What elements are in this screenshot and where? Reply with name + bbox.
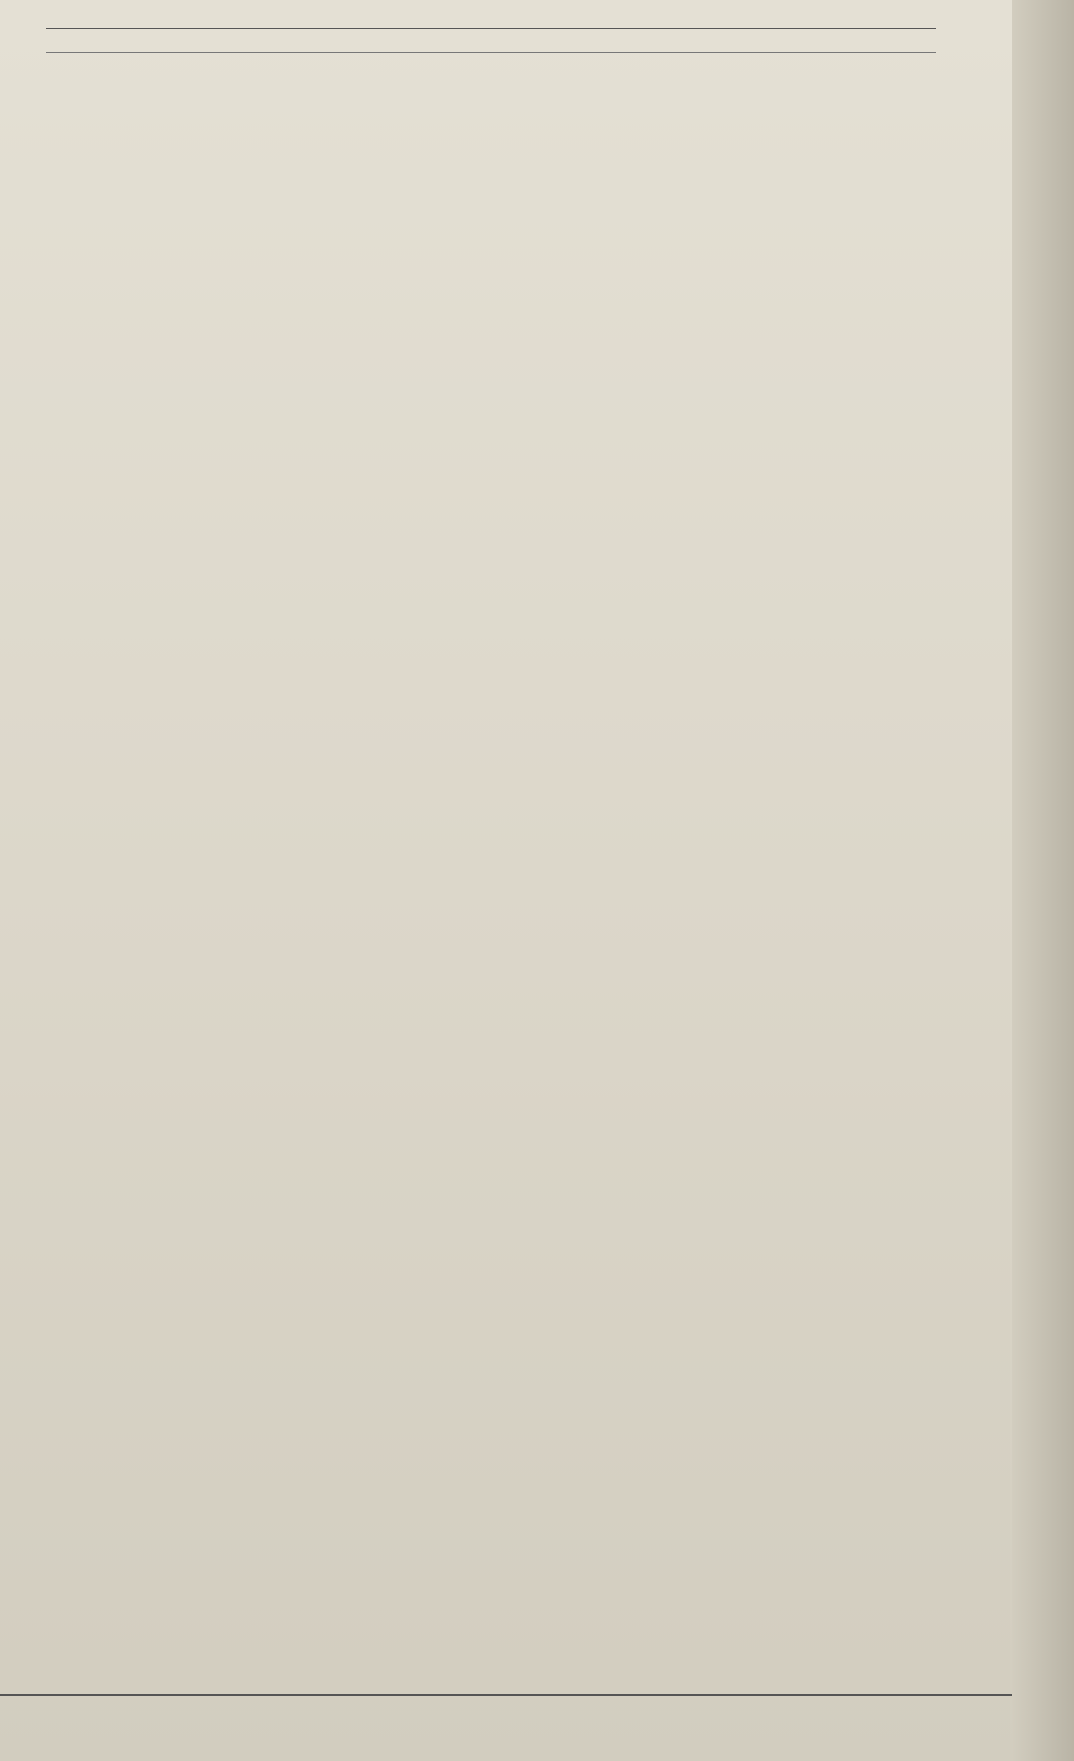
footer-rule <box>0 1694 1012 1696</box>
divider-line <box>46 28 936 29</box>
page-edge-shadow <box>1012 0 1074 1761</box>
section-header <box>22 26 996 45</box>
divider-line <box>46 52 936 53</box>
